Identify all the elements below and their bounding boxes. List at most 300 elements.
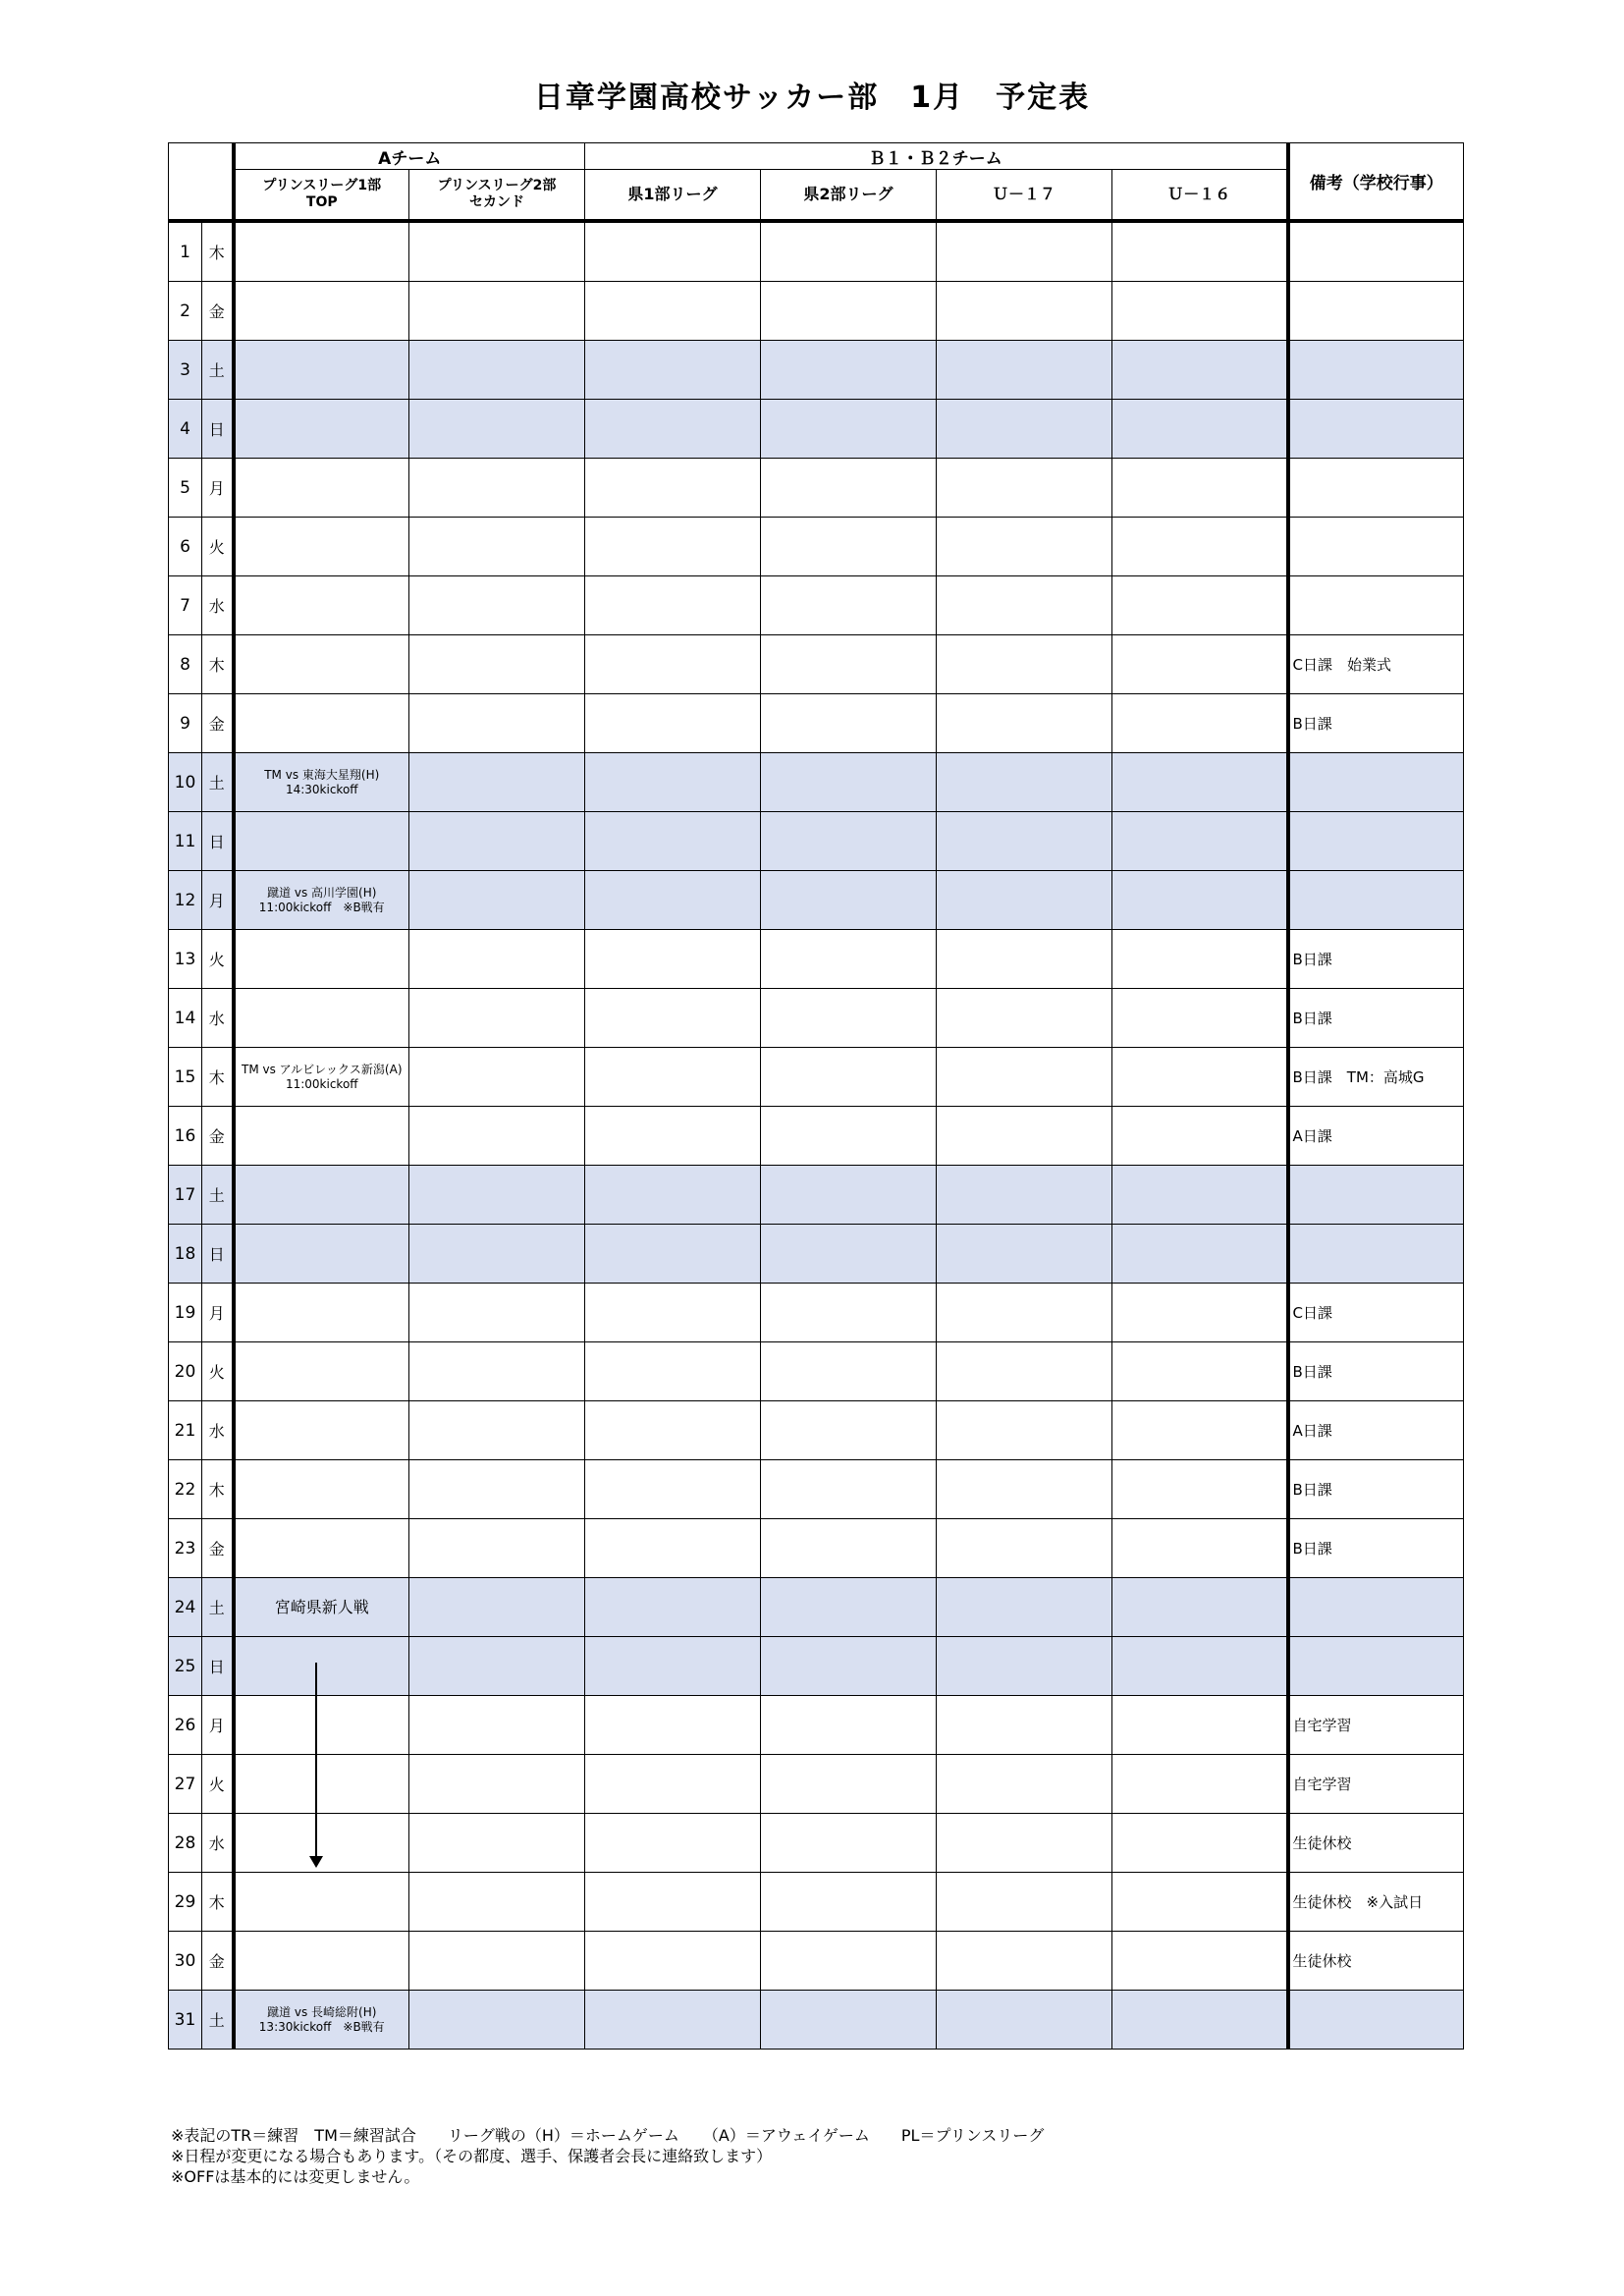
schedule-cell xyxy=(585,871,761,930)
table-row xyxy=(169,282,1464,341)
schedule-cell xyxy=(937,1932,1112,1991)
schedule-cell xyxy=(1112,1991,1288,2050)
schedule-cell xyxy=(761,518,937,576)
schedule-body xyxy=(169,221,1464,2050)
remarks-cell: B日課 xyxy=(1288,989,1464,1048)
day-number: 18 xyxy=(169,1225,202,1284)
schedule-cell xyxy=(409,1048,585,1107)
remarks-cell: 生徒休校 xyxy=(1288,1932,1464,1991)
schedule-cell xyxy=(585,282,761,341)
schedule-cell xyxy=(937,1578,1112,1637)
schedule-cell xyxy=(761,1225,937,1284)
table-row xyxy=(169,1107,1464,1166)
schedule-cell xyxy=(409,1578,585,1637)
schedule-cell xyxy=(585,1755,761,1814)
day-number: 5 xyxy=(169,459,202,518)
schedule-cell xyxy=(761,1166,937,1225)
day-number: 15 xyxy=(169,1048,202,1107)
schedule-cell xyxy=(585,1225,761,1284)
schedule-cell xyxy=(409,1755,585,1814)
weekday: 金 xyxy=(202,694,234,753)
schedule-cell xyxy=(937,1991,1112,2050)
table-row xyxy=(169,1991,1464,2050)
schedule-cell xyxy=(409,1225,585,1284)
schedule-cell xyxy=(761,282,937,341)
table-row xyxy=(169,1342,1464,1401)
schedule-cell xyxy=(409,341,585,400)
day-number: 12 xyxy=(169,871,202,930)
footnote-line: ※日程が変更になる場合もあります。（その都度、選手、保護者会長に連絡致します） xyxy=(171,2147,773,2165)
schedule-cell xyxy=(585,576,761,635)
schedule-cell xyxy=(761,341,937,400)
schedule-cell xyxy=(409,576,585,635)
table-row xyxy=(169,1755,1464,1814)
remarks-cell: 自宅学習 xyxy=(1288,1696,1464,1755)
schedule-cell xyxy=(1112,1578,1288,1637)
schedule-cell xyxy=(585,635,761,694)
table-row xyxy=(169,753,1464,812)
header-remarks: 備考（学校行事） xyxy=(1288,143,1464,222)
table-row xyxy=(169,1932,1464,1991)
schedule-cell xyxy=(409,1519,585,1578)
schedule-cell xyxy=(1112,930,1288,989)
schedule-cell xyxy=(937,1107,1112,1166)
schedule-table xyxy=(168,142,1464,2050)
schedule-cell xyxy=(234,694,409,753)
weekday: 日 xyxy=(202,1225,234,1284)
table-row xyxy=(169,1637,1464,1696)
schedule-cell xyxy=(409,1284,585,1342)
schedule-cell xyxy=(409,282,585,341)
schedule-cell xyxy=(937,282,1112,341)
day-number: 6 xyxy=(169,518,202,576)
schedule-cell xyxy=(1112,1225,1288,1284)
schedule-cell xyxy=(409,400,585,459)
schedule-cell xyxy=(585,1284,761,1342)
weekday: 土 xyxy=(202,753,234,812)
schedule-cell xyxy=(1112,1637,1288,1696)
remarks-cell xyxy=(1288,812,1464,871)
schedule-cell xyxy=(937,1696,1112,1755)
schedule-cell xyxy=(1112,576,1288,635)
remarks-cell xyxy=(1288,282,1464,341)
schedule-cell xyxy=(937,576,1112,635)
schedule-cell xyxy=(234,1696,409,1755)
column-header: 県1部リーグ xyxy=(585,170,761,222)
schedule-cell xyxy=(761,1519,937,1578)
schedule-cell xyxy=(409,1107,585,1166)
remarks-cell xyxy=(1288,518,1464,576)
schedule-cell xyxy=(409,1991,585,2050)
schedule-cell xyxy=(234,221,409,282)
schedule-cell xyxy=(409,989,585,1048)
schedule-cell xyxy=(937,221,1112,282)
day-number: 24 xyxy=(169,1578,202,1637)
schedule-cell xyxy=(409,753,585,812)
schedule-cell xyxy=(1112,1342,1288,1401)
day-number: 9 xyxy=(169,694,202,753)
remarks-cell: C日課 xyxy=(1288,1284,1464,1342)
remarks-cell: 生徒休校 ※入試日 xyxy=(1288,1873,1464,1932)
schedule-cell xyxy=(937,753,1112,812)
remarks-cell: B日課 TM：高城G xyxy=(1288,1048,1464,1107)
schedule-cell xyxy=(761,989,937,1048)
schedule-cell xyxy=(585,1991,761,2050)
schedule-cell xyxy=(937,871,1112,930)
table-row xyxy=(169,1696,1464,1755)
schedule-cell xyxy=(937,694,1112,753)
schedule-cell xyxy=(761,1048,937,1107)
schedule-cell xyxy=(937,459,1112,518)
table-row xyxy=(169,1814,1464,1873)
schedule-cell xyxy=(1112,812,1288,871)
remarks-cell: B日課 xyxy=(1288,1342,1464,1401)
schedule-cell xyxy=(585,1696,761,1755)
day-number: 22 xyxy=(169,1460,202,1519)
column-header: 県2部リーグ xyxy=(761,170,937,222)
schedule-cell xyxy=(585,694,761,753)
weekday: 日 xyxy=(202,400,234,459)
schedule-cell xyxy=(234,1460,409,1519)
schedule-cell xyxy=(234,635,409,694)
schedule-cell xyxy=(234,576,409,635)
schedule-cell xyxy=(585,1519,761,1578)
day-number: 26 xyxy=(169,1696,202,1755)
day-number: 13 xyxy=(169,930,202,989)
schedule-cell xyxy=(234,930,409,989)
day-number: 3 xyxy=(169,341,202,400)
weekday: 月 xyxy=(202,871,234,930)
schedule-cell xyxy=(409,635,585,694)
schedule-cell xyxy=(937,989,1112,1048)
schedule-cell xyxy=(585,1932,761,1991)
weekday: 木 xyxy=(202,1460,234,1519)
schedule-cell xyxy=(585,1637,761,1696)
schedule-cell xyxy=(1112,871,1288,930)
schedule-cell xyxy=(409,930,585,989)
day-number: 29 xyxy=(169,1873,202,1932)
remarks-cell: A日課 xyxy=(1288,1401,1464,1460)
table-row xyxy=(169,341,1464,400)
schedule-cell xyxy=(585,341,761,400)
remarks-cell xyxy=(1288,871,1464,930)
footnote-line: ※OFFは基本的には変更しません。 xyxy=(171,2167,420,2186)
weekday: 木 xyxy=(202,1048,234,1107)
table-row xyxy=(169,1519,1464,1578)
schedule-cell xyxy=(409,1814,585,1873)
schedule-cell xyxy=(1112,341,1288,400)
schedule-cell xyxy=(409,694,585,753)
schedule-cell xyxy=(937,812,1112,871)
schedule-cell xyxy=(937,930,1112,989)
day-number: 1 xyxy=(169,221,202,282)
schedule-cell xyxy=(937,1048,1112,1107)
header-date-corner xyxy=(169,143,234,222)
weekday: 月 xyxy=(202,459,234,518)
schedule-cell xyxy=(585,1401,761,1460)
schedule-cell xyxy=(761,1755,937,1814)
table-row xyxy=(169,576,1464,635)
weekday: 月 xyxy=(202,1284,234,1342)
weekday: 水 xyxy=(202,989,234,1048)
schedule-cell xyxy=(409,518,585,576)
schedule-cell xyxy=(234,1401,409,1460)
schedule-cell xyxy=(234,1932,409,1991)
remarks-cell: 自宅学習 xyxy=(1288,1755,1464,1814)
schedule-cell xyxy=(937,1519,1112,1578)
table-row xyxy=(169,989,1464,1048)
schedule-cell xyxy=(1112,518,1288,576)
schedule-cell xyxy=(585,1048,761,1107)
table-row xyxy=(169,812,1464,871)
table-row xyxy=(169,1166,1464,1225)
day-number: 11 xyxy=(169,812,202,871)
schedule-cell xyxy=(937,518,1112,576)
schedule-cell xyxy=(937,1401,1112,1460)
schedule-cell xyxy=(761,694,937,753)
schedule-cell: TM vs アルビレックス新潟(A) 11:00kickoff xyxy=(234,1048,409,1107)
table-row xyxy=(169,221,1464,282)
schedule-cell xyxy=(1112,1755,1288,1814)
schedule-cell xyxy=(761,930,937,989)
weekday: 火 xyxy=(202,1342,234,1401)
schedule-cell xyxy=(937,635,1112,694)
weekday: 木 xyxy=(202,635,234,694)
remarks-cell: 生徒休校 xyxy=(1288,1814,1464,1873)
schedule-cell xyxy=(761,812,937,871)
schedule-cell xyxy=(1112,753,1288,812)
column-header: Ｕ－１７ xyxy=(937,170,1112,222)
weekday: 土 xyxy=(202,341,234,400)
day-number: 30 xyxy=(169,1932,202,1991)
day-number: 21 xyxy=(169,1401,202,1460)
schedule-cell xyxy=(585,1107,761,1166)
schedule-cell xyxy=(761,1578,937,1637)
remarks-cell: B日課 xyxy=(1288,930,1464,989)
schedule-cell xyxy=(761,1932,937,1991)
table-row xyxy=(169,1225,1464,1284)
schedule-cell xyxy=(1112,1166,1288,1225)
schedule-cell xyxy=(1112,1460,1288,1519)
column-header: プリンスリーグ2部 セカンド xyxy=(409,170,585,222)
schedule-cell xyxy=(761,1814,937,1873)
schedule-cell xyxy=(761,459,937,518)
weekday: 火 xyxy=(202,518,234,576)
schedule-cell xyxy=(409,1460,585,1519)
schedule-cell xyxy=(234,400,409,459)
schedule-cell xyxy=(585,459,761,518)
schedule-cell xyxy=(1112,282,1288,341)
schedule-cell xyxy=(409,1873,585,1932)
schedule-cell xyxy=(585,1814,761,1873)
day-number: 4 xyxy=(169,400,202,459)
schedule-cell xyxy=(761,576,937,635)
remarks-cell xyxy=(1288,1166,1464,1225)
header-group-b: Ｂ１・Ｂ２チーム xyxy=(585,143,1288,170)
arrow-down-icon xyxy=(309,1856,323,1868)
schedule-cell xyxy=(585,1166,761,1225)
weekday: 月 xyxy=(202,1696,234,1755)
schedule-cell xyxy=(234,1637,409,1696)
schedule-cell xyxy=(409,1696,585,1755)
schedule-cell xyxy=(585,1873,761,1932)
schedule-cell xyxy=(409,1637,585,1696)
weekday: 土 xyxy=(202,1578,234,1637)
weekday: 日 xyxy=(202,1637,234,1696)
schedule-cell xyxy=(234,812,409,871)
schedule-cell xyxy=(409,1342,585,1401)
arrow-line xyxy=(315,1663,317,1859)
schedule-cell xyxy=(234,1342,409,1401)
schedule-cell xyxy=(409,221,585,282)
weekday: 木 xyxy=(202,221,234,282)
day-number: 28 xyxy=(169,1814,202,1873)
schedule-cell xyxy=(1112,1048,1288,1107)
schedule-cell xyxy=(409,1166,585,1225)
schedule-cell xyxy=(585,400,761,459)
weekday: 水 xyxy=(202,1814,234,1873)
schedule-cell xyxy=(761,1637,937,1696)
schedule-cell xyxy=(761,753,937,812)
remarks-cell xyxy=(1288,400,1464,459)
remarks-cell xyxy=(1288,1637,1464,1696)
schedule-cell xyxy=(234,1873,409,1932)
schedule-cell xyxy=(1112,694,1288,753)
schedule-cell xyxy=(234,459,409,518)
column-header: Ｕ－１６ xyxy=(1112,170,1288,222)
schedule-cell xyxy=(234,1519,409,1578)
schedule-cell xyxy=(1112,400,1288,459)
schedule-cell xyxy=(937,1460,1112,1519)
column-header: プリンスリーグ1部 TOP xyxy=(234,170,409,222)
table-row xyxy=(169,459,1464,518)
schedule-cell xyxy=(1112,1873,1288,1932)
schedule-cell: 蹴道 vs 長崎総附(H) 13:30kickoff ※B戦有 xyxy=(234,1991,409,2050)
schedule-cell xyxy=(1112,635,1288,694)
schedule-cell: 蹴道 vs 高川学園(H) 11:00kickoff ※B戦有 xyxy=(234,871,409,930)
schedule-cell xyxy=(585,221,761,282)
schedule-cell xyxy=(234,1166,409,1225)
schedule-cell: 宮崎県新人戦 xyxy=(234,1578,409,1637)
table-row xyxy=(169,518,1464,576)
day-number: 19 xyxy=(169,1284,202,1342)
table-row xyxy=(169,1873,1464,1932)
schedule-cell xyxy=(1112,1814,1288,1873)
schedule-cell xyxy=(585,518,761,576)
day-number: 17 xyxy=(169,1166,202,1225)
schedule-cell xyxy=(409,1932,585,1991)
footnote-line: ※表記のTR＝練習 TM＝練習試合 リーグ戦の（H）＝ホームゲーム （A）＝アウェイゲーム PL＝プリンスリーグ xyxy=(171,2126,1045,2145)
schedule-cell xyxy=(761,635,937,694)
schedule-cell xyxy=(409,459,585,518)
remarks-cell xyxy=(1288,221,1464,282)
schedule-cell xyxy=(1112,1284,1288,1342)
day-number: 8 xyxy=(169,635,202,694)
schedule-cell xyxy=(585,1460,761,1519)
weekday: 金 xyxy=(202,282,234,341)
table-row xyxy=(169,694,1464,753)
schedule-cell xyxy=(761,221,937,282)
table-row xyxy=(169,400,1464,459)
day-number: 20 xyxy=(169,1342,202,1401)
weekday: 水 xyxy=(202,1401,234,1460)
day-number: 10 xyxy=(169,753,202,812)
schedule-cell xyxy=(1112,1401,1288,1460)
day-number: 16 xyxy=(169,1107,202,1166)
schedule-cell: TM vs 東海大星翔(H) 14:30kickoff xyxy=(234,753,409,812)
remarks-cell: B日課 xyxy=(1288,1460,1464,1519)
weekday: 金 xyxy=(202,1107,234,1166)
schedule-cell xyxy=(234,518,409,576)
weekday: 金 xyxy=(202,1932,234,1991)
remarks-cell xyxy=(1288,1578,1464,1637)
remarks-cell: A日課 xyxy=(1288,1107,1464,1166)
day-number: 23 xyxy=(169,1519,202,1578)
day-number: 7 xyxy=(169,576,202,635)
schedule-cell xyxy=(409,871,585,930)
schedule-cell xyxy=(234,341,409,400)
remarks-cell xyxy=(1288,459,1464,518)
remarks-cell: C日課 始業式 xyxy=(1288,635,1464,694)
schedule-cell xyxy=(937,1342,1112,1401)
schedule-cell xyxy=(937,1755,1112,1814)
schedule-cell xyxy=(937,1873,1112,1932)
schedule-cell xyxy=(761,1696,937,1755)
remarks-cell: B日課 xyxy=(1288,1519,1464,1578)
day-number: 14 xyxy=(169,989,202,1048)
day-number: 2 xyxy=(169,282,202,341)
schedule-cell xyxy=(1112,1107,1288,1166)
header-group-a: Aチーム xyxy=(234,143,585,170)
schedule-cell xyxy=(761,1284,937,1342)
weekday: 火 xyxy=(202,930,234,989)
schedule-cell xyxy=(234,1107,409,1166)
table-row xyxy=(169,1460,1464,1519)
table-row xyxy=(169,635,1464,694)
schedule-cell xyxy=(1112,989,1288,1048)
schedule-cell xyxy=(409,1401,585,1460)
table-row xyxy=(169,1048,1464,1107)
day-number: 31 xyxy=(169,1991,202,2050)
table-row xyxy=(169,1401,1464,1460)
schedule-cell xyxy=(234,1755,409,1814)
schedule-cell xyxy=(761,871,937,930)
schedule-cell xyxy=(234,1284,409,1342)
schedule-cell xyxy=(937,1814,1112,1873)
schedule-cell xyxy=(585,1578,761,1637)
schedule-cell xyxy=(585,812,761,871)
schedule-cell xyxy=(761,1873,937,1932)
table-row xyxy=(169,871,1464,930)
weekday: 土 xyxy=(202,1166,234,1225)
schedule-cell xyxy=(234,989,409,1048)
schedule-cell xyxy=(937,1637,1112,1696)
remarks-cell: B日課 xyxy=(1288,694,1464,753)
schedule-cell xyxy=(937,341,1112,400)
schedule-cell xyxy=(937,1284,1112,1342)
schedule-cell xyxy=(761,1401,937,1460)
weekday: 日 xyxy=(202,812,234,871)
schedule-cell xyxy=(585,1342,761,1401)
schedule-cell xyxy=(761,1342,937,1401)
page-title: 日章学園高校サッカー部 1月 予定表 xyxy=(533,81,1091,115)
schedule-cell xyxy=(937,1166,1112,1225)
schedule-cell xyxy=(585,930,761,989)
schedule-cell xyxy=(1112,1519,1288,1578)
schedule-cell xyxy=(585,753,761,812)
day-number: 25 xyxy=(169,1637,202,1696)
table-row xyxy=(169,1578,1464,1637)
